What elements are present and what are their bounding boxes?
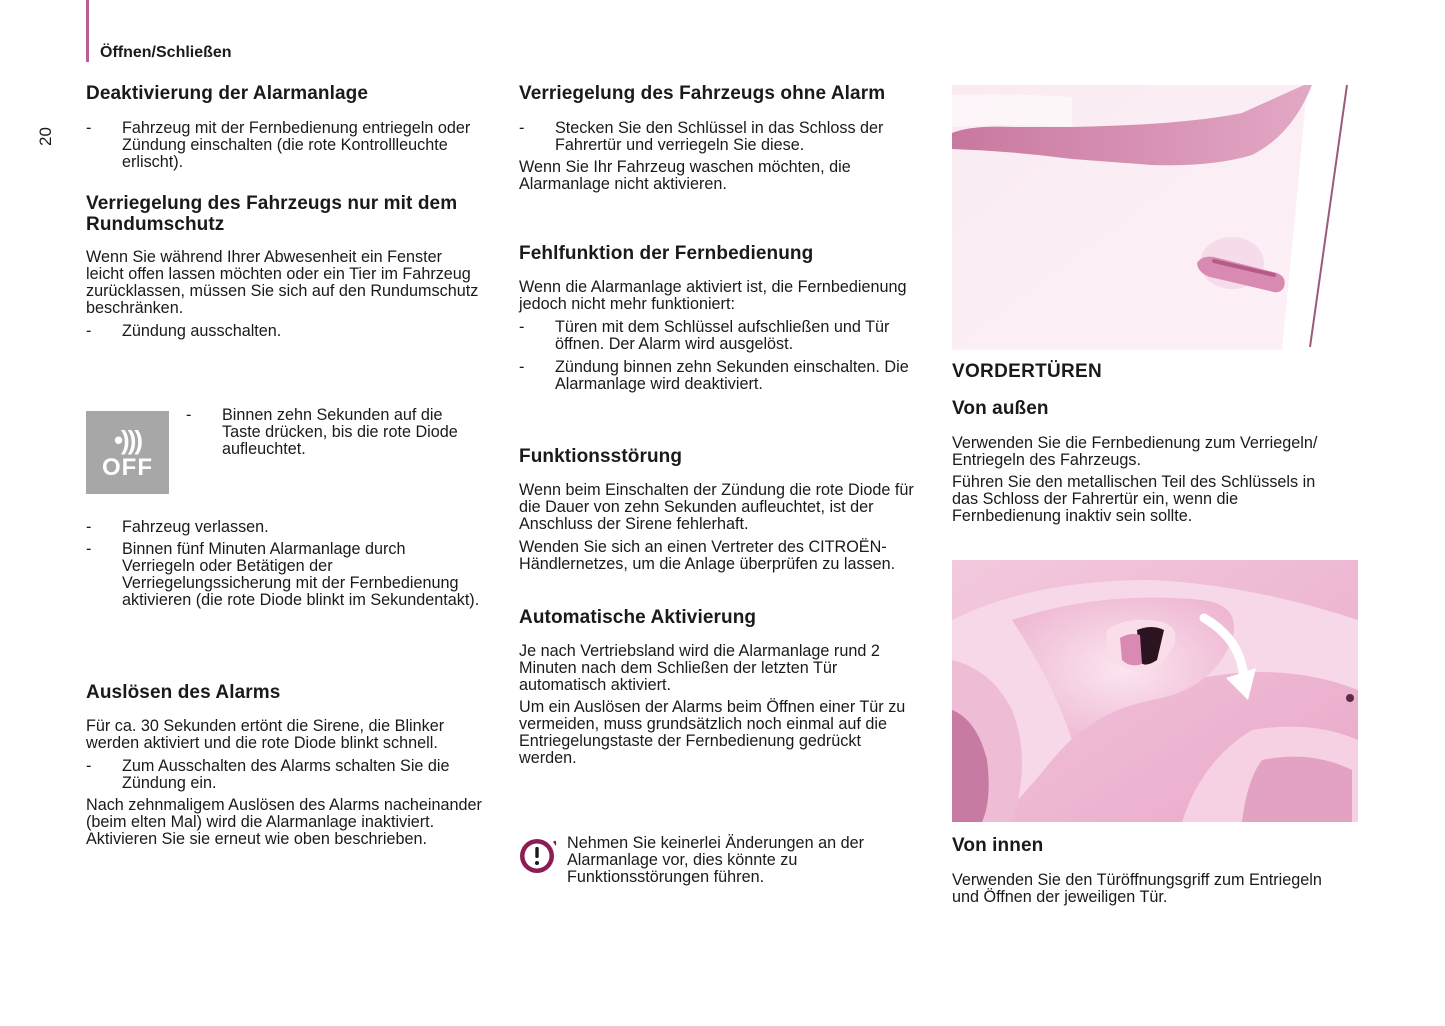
list-item: - Zum Ausschalten des Alarms schalten Sie die Zündung ein. [86, 757, 450, 792]
fehlfunktion-paragraph: Wenn die Alarmanlage aktiviert ist, die Fernbedienung jedoch nicht mehr funktioniert: [519, 278, 907, 313]
page-number: 20 [36, 127, 55, 146]
list-item: - Fahrzeug mit der Fernbedienung entriegeln oder Zündung einschalten (die rote Kontrollleuchte erlischt). [86, 119, 471, 171]
heading-ohne-alarm: Verriegelung des Fahrzeugs ohne Alarm [519, 83, 886, 104]
list-item: - Türen mit dem Schlüssel aufschließen und Tür öffnen. Der Alarm wird ausgelöst. [519, 318, 890, 353]
signal-waves-icon: •))) [113, 424, 142, 455]
ohne-alarm-paragraph: Wenn Sie Ihr Fahrzeug waschen möchten, die Alarmanlage nicht aktivieren. [519, 158, 851, 193]
interior-door-handle-illustration [952, 560, 1358, 822]
heading-rundumschutz: Verriegelung des Fahrzeugs nur mit dem Rundumschutz [86, 193, 458, 235]
list-item: - Fahrzeug verlassen. [86, 518, 269, 536]
list-item: - Binnen fünf Minuten Alarmanlage durch Verriegeln oder Betätigen der Verriegelungssicherung mit der Fernbedienung aktivieren (die rote Diode blinkt im Sekundentakt). [86, 540, 480, 609]
rundumschutz-paragraph: Wenn Sie während Ihrer Abwesenheit ein Fenster leicht offen lassen möchten oder ein Tier im Fahrzeug zurücklassen, müssen Sie sich auf den Rundumschutz beschränken. [86, 248, 479, 317]
off-label: OFF [102, 453, 153, 481]
heading-fehlfunktion: Fehlfunktion der Fernbedienung [519, 243, 814, 264]
funktionsstoerung-paragraph-1: Wenn beim Einschalten der Zündung die rote Diode für die Dauer von zehn Sekunden aufleuchtet, ist der Anschluss der Sirene fehlerhaft. [519, 481, 914, 533]
von-aussen-paragraph-2: Führen Sie den metallischen Teil des Schlüssels in das Schloss der Fahrertür ein, wenn die Fernbedienung inaktiv sein sollte. [952, 473, 1316, 525]
automatische-aktivierung-paragraph-1: Je nach Vertriebsland wird die Alarmanlage rund 2 Minuten nach dem Schließen der letzten Tür automatisch aktiviert. [519, 642, 880, 694]
warning-icon [519, 837, 557, 875]
funktionsstoerung-paragraph-2: Wenden Sie sich an einen Vertreter des CITROËN-Händlernetzes, um die Anlage überprüfen zu lassen. [519, 538, 896, 573]
heading-vordertueren: VORDERTÜREN [952, 361, 1103, 382]
list-item: - Stecken Sie den Schlüssel in das Schloss der Fahrertür und verriegeln Sie diese. [519, 119, 884, 154]
exterior-door-handle-illustration [952, 85, 1357, 350]
heading-von-aussen: Von außen [952, 398, 1049, 419]
ausloesen-paragraph-2: Nach zehnmaligem Auslösen des Alarms nacheinander (beim elten Mal) wird die Alarmanlage inaktiviert. Aktivieren Sie sie erneut wie oben beschrieben. [86, 796, 482, 848]
ausloesen-paragraph-1: Für ca. 30 Sekunden ertönt die Sirene, die Blinker werden aktiviert und die rote Diode blinkt schnell. [86, 717, 445, 752]
warning-text: Nehmen Sie keinerlei Änderungen an der Alarmanlage vor, dies könnte zu Funktionsstörungen führen. [567, 834, 864, 886]
heading-von-innen: Von innen [952, 835, 1044, 856]
heading-ausloesen: Auslösen des Alarms [86, 682, 281, 703]
automatische-aktivierung-paragraph-2: Um ein Auslösen der Alarms beim Öffnen einer Tür zu vermeiden, muss grundsätzlich noch einmal auf die Entriegelungstaste der Fernbedienung gedrückt werden. [519, 698, 906, 767]
section-title: Öffnen/Schließen [100, 44, 232, 61]
heading-automatische-aktivierung: Automatische Aktivierung [519, 607, 757, 628]
heading-funktionsstoerung: Funktionsstörung [519, 446, 683, 467]
header-accent-bar [86, 0, 89, 62]
von-innen-paragraph: Verwenden Sie den Türöffnungsgriff zum Entriegeln und Öffnen der jeweiligen Tür. [952, 871, 1322, 906]
list-item: - Zündung ausschalten. [86, 322, 282, 340]
von-aussen-paragraph-1: Verwenden Sie die Fernbedienung zum Verriegeln/ Entriegeln des Fahrzeugs. [952, 434, 1318, 469]
heading-deaktivierung: Deaktivierung der Alarmanlage [86, 83, 369, 104]
list-item: - Zündung binnen zehn Sekunden einschalten. Die Alarmanlage wird deaktiviert. [519, 358, 909, 393]
list-item: - Binnen zehn Sekunden auf die Taste drücken, bis die rote Diode aufleuchtet. [186, 406, 458, 458]
alarm-off-button-icon [86, 411, 169, 494]
